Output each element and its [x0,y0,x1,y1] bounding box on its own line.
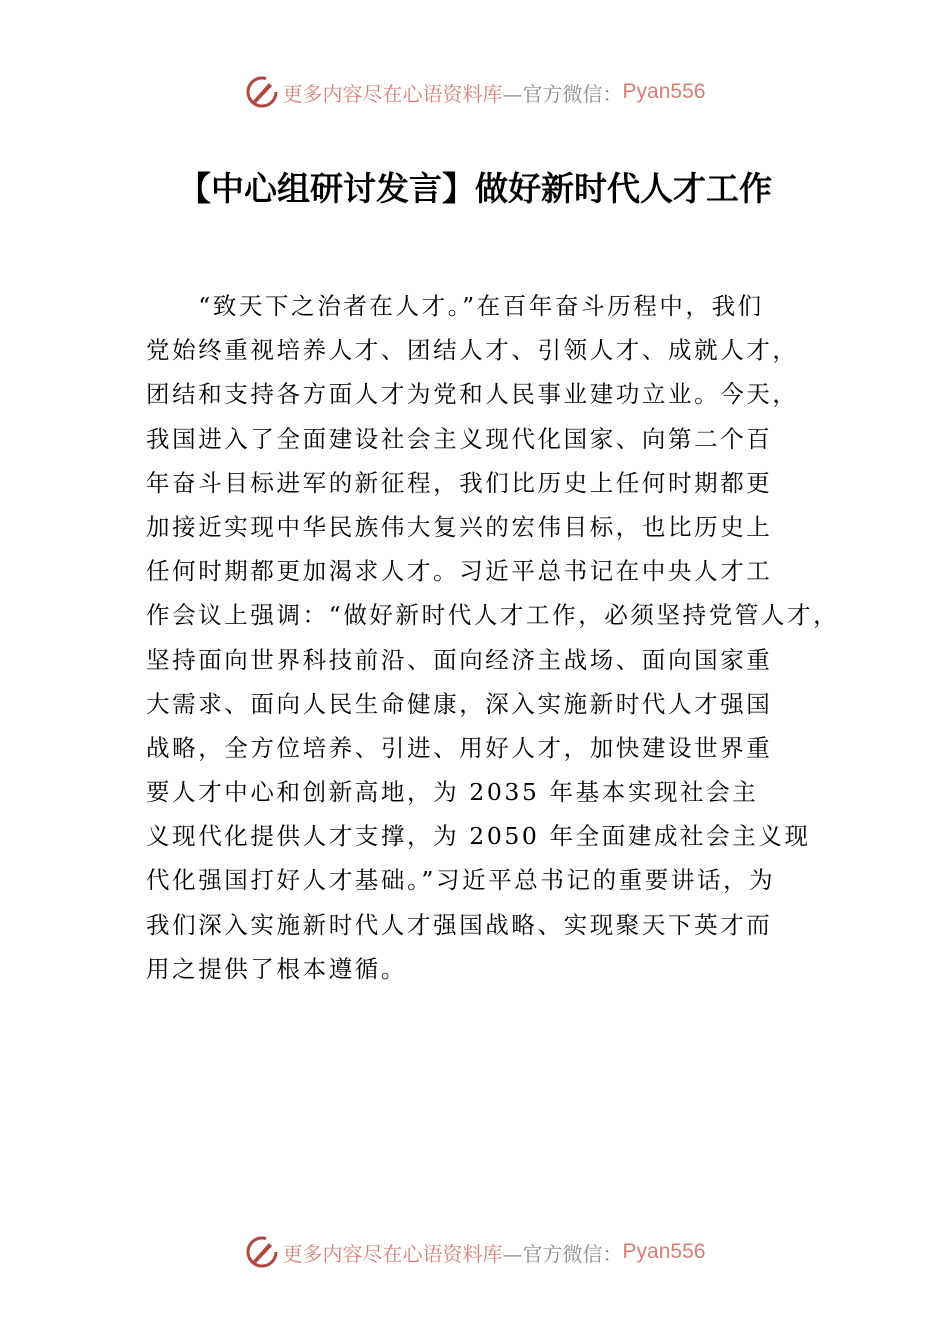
paragraph-line: 我们深入实施新时代人才强国战略、实现聚天下英才而 [146,910,773,939]
paragraph-line: 加接近实现中华民族伟大复兴的宏伟目标，也比历史上 [146,512,773,541]
page-footer-watermark [0,1232,950,1272]
header-wechat-id: Pyan556 [622,80,706,103]
page-title: 【中心组研讨发言】做好新时代人才工作 [178,169,772,208]
paragraph-line: 作会议上强调：“做好新时代人才工作，必须坚持党管人才， [146,601,840,630]
logo-icon [245,75,279,109]
paragraph-line: 年奋斗目标进军的新征程，我们比历史上任何时期都更 [146,468,773,497]
paragraph-line: 任何时期都更加渴求人才。习近平总书记在中央人才工 [146,557,773,586]
paragraph-line: 团结和支持各方面人才为党和人民事业建功立业。今天， [146,380,799,409]
page-header-watermark [0,72,950,112]
paragraph-line: 义现代化提供人才支撑，为 2050 年全面建成社会主义现 [146,822,811,851]
footer-wechat-label: —官方微信： [502,1241,623,1266]
paragraph-line: 代化强国打好人才基础。”习近平总书记的重要讲话，为 [146,866,776,895]
paragraph-line: 我国进入了全面建设社会主义现代化国家、向第二个百 [146,424,773,453]
paragraph-line: 要人才中心和创新高地，为 2035 年基本实现社会主 [146,778,759,807]
article-body [146,284,846,991]
paragraph-line: 坚持面向世界科技前沿、面向经济主战场、面向国家重 [146,645,773,674]
paragraph-line: 党始终重视培养人才、团结人才、引领人才、成就人才， [146,336,799,365]
paragraph-line: “致天下之治者在人才。”在百年奋斗历程中，我们 [146,292,764,320]
paragraph-line: 大需求、面向人民生命健康，深入实施新时代人才强国 [146,689,773,718]
paragraph-line: 用之提供了根本遵循。 [146,954,407,983]
header-wechat-label: —官方微信： [502,81,623,106]
header-site-text: 更多内容尽在心语资料库 [282,81,503,106]
paragraph-line: 战略，全方位培养、引进、用好人才，加快建设世界重 [146,733,773,762]
logo-icon [245,1235,279,1269]
footer-site-text: 更多内容尽在心语资料库 [282,1241,503,1266]
footer-wechat-id: Pyan556 [622,1240,706,1263]
